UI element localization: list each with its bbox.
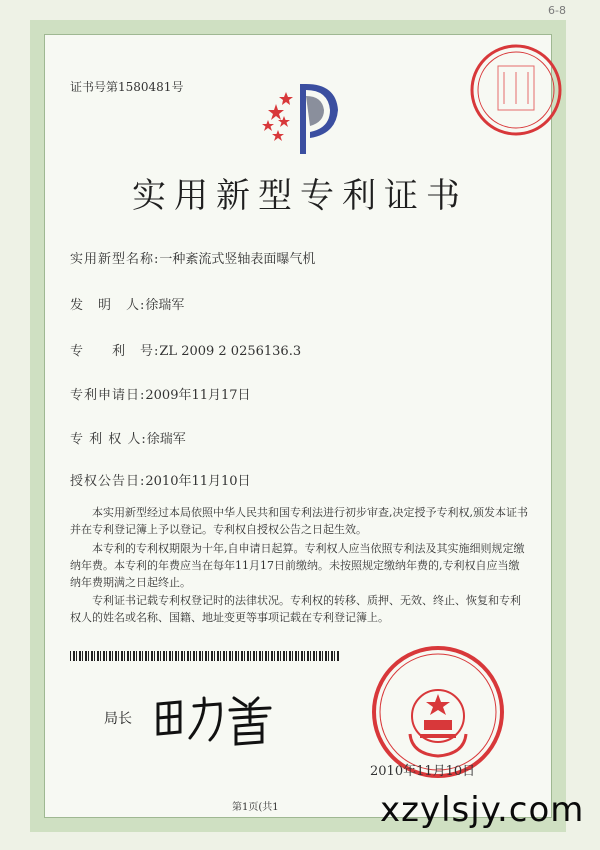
patentee-label: 专 利 权 人: — [70, 432, 147, 447]
inventor-value: 徐瑞军 — [145, 298, 185, 313]
grant-date-row — [70, 470, 251, 489]
seal-date: 2010年11月10日 — [370, 764, 476, 779]
certificate-number: 证书号第1580481号 — [70, 80, 184, 94]
page-number: 第1页(共1 — [232, 802, 279, 813]
utility-model-name-value: 一种紊流式竖轴表面曝气机 — [159, 252, 316, 267]
filing-date-label: 专利申请日: — [70, 388, 146, 403]
utility-model-name-row — [70, 248, 315, 267]
body-paragraph-2: 本专利的专利权期限为十年,自申请日起算。专利权人应当依照专利法及其实施细则规定缴纳年费。本专利的年费应当在每年11月17日前缴纳。未按照规定缴纳年费的,专利权自应当缴纳年费期满之日起终止。 — [70, 542, 525, 589]
director-label: 局长 — [104, 711, 132, 727]
patent-office-emblem-icon — [254, 74, 354, 160]
patent-number-label: 专 利 号: — [70, 344, 160, 359]
watermark: xzylsjy.com — [380, 790, 585, 830]
utility-model-name-label: 实用新型名称: — [70, 252, 160, 267]
inventor-row — [70, 294, 184, 313]
patent-number-row — [70, 340, 301, 359]
grant-date-label: 授权公告日: — [70, 474, 146, 489]
body-paragraph-1: 本实用新型经过本局依照中华人民共和国专利法进行初步审查,决定授予专利权,颁发本证书并在专利登记簿上予以登记。专利权自授权公告之日起生效。 — [70, 506, 528, 536]
certificate-title: 实用新型专利证书 — [132, 176, 468, 216]
filing-date-value: 2009年11月17日 — [145, 388, 251, 403]
agency-stamp — [468, 42, 564, 138]
body-paragraph-3: 专利证书记载专利权登记时的法律状况。专利权的转移、质押、无效、终止、恢复和专利权人的姓名或名称、国籍、地址变更等事项记载在专利登记簿上。 — [70, 594, 521, 624]
barcode — [70, 651, 340, 661]
grant-date-value: 2010年11月10日 — [145, 474, 251, 489]
director-signature — [150, 688, 280, 748]
inventor-label: 发 明 人: — [70, 298, 146, 313]
patentee-value: 徐瑞军 — [146, 432, 186, 447]
filing-date-row — [70, 384, 251, 403]
patentee-row — [70, 428, 186, 447]
corner-note: 6-8 — [548, 4, 566, 17]
patent-number-value: ZL 2009 2 0256136.3 — [159, 344, 302, 359]
